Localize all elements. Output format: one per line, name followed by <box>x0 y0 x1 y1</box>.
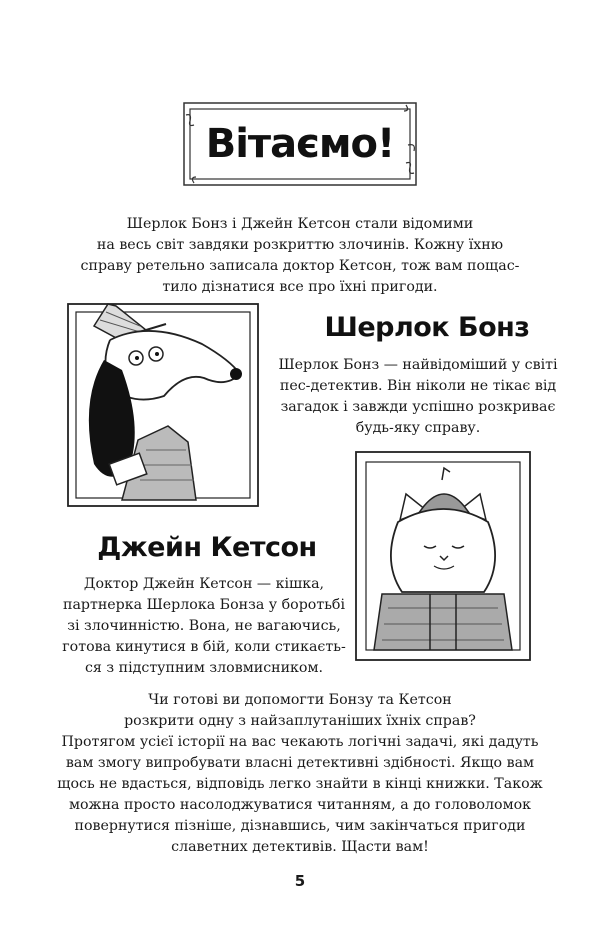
intro-paragraph <box>0 214 600 298</box>
jane-line: зі злочинністю. Вона, не вагаючись, <box>67 618 341 634</box>
sherlock-paragraph <box>258 355 578 439</box>
intro-line: Шерлок Бонз і Джейн Кетсон стали відомими <box>126 216 474 232</box>
closing-line: повернутися пізніше, дізнавшись, чим закінчаться пригоди <box>74 818 526 834</box>
sherlock-line: пес-детектив. Він ніколи не тікає від <box>279 378 557 394</box>
closing-line: щось не вдасться, відповідь легко знайти в кінці книжки. Також <box>57 776 543 792</box>
jane-line: Доктор Джейн Кетсон — кішка, <box>83 576 325 592</box>
sherlock-line: Шерлок Бонз — найвідоміший у світі <box>278 357 558 373</box>
sherlock-heading: Шерлок Бонз <box>324 312 530 343</box>
jane-line: готова кинутися в бій, коли стикаєть- <box>62 639 346 655</box>
jane-paragraph <box>44 574 364 679</box>
jane-heading: Джейн Кетсон <box>97 532 317 563</box>
closing-line: розкрити одну з найзаплутаніших їхніх справ? <box>124 713 476 729</box>
closing-line: можна просто насолоджуватися читанням, а до головоломок <box>68 797 532 813</box>
page-number: 5 <box>294 872 306 890</box>
sherlock-portrait <box>66 300 262 510</box>
sherlock-line: загадок і завжди успішно розкриває <box>280 399 556 415</box>
intro-line: на весь світ завдяки розкриттю злочинів. Кожну їхню <box>96 237 504 253</box>
closing-line: Чи готові ви допомогти Бонзу та Кетсон <box>148 692 452 708</box>
intro-line: тило дізнатися все про їхні пригоди. <box>162 279 438 295</box>
closing-line: славетних детективів. Щасти вам! <box>171 839 429 855</box>
closing-line: Протягом усієї історії на вас чекають логічні задачі, які дадуть <box>61 734 539 750</box>
closing-paragraph <box>0 690 600 858</box>
closing-line: вам змогу випробувати власні детективні здібності. Якщо вам <box>65 755 535 771</box>
intro-line: справу ретельно записала доктор Кетсон, тож вам пощас- <box>80 258 520 274</box>
jane-line: партнерка Шерлока Бонза у боротьбі <box>62 597 346 613</box>
sherlock-line: будь-яку справу. <box>355 420 481 436</box>
jane-line: ся з підступним зловмисником. <box>84 660 324 676</box>
page-title: Вітаємо! <box>205 121 395 167</box>
jane-portrait <box>354 450 532 662</box>
